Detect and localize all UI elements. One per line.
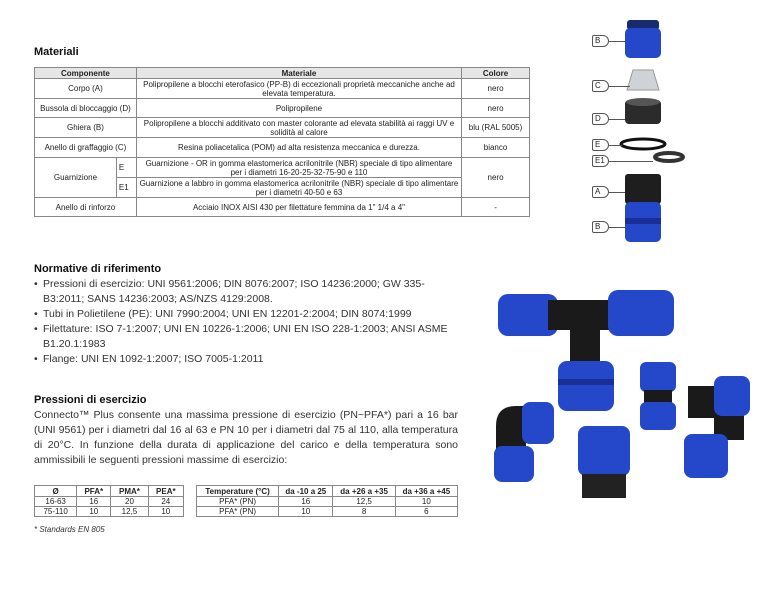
table-cell: PFA* (PN) [197, 497, 279, 507]
col-header: da +36 a +45 [395, 486, 457, 497]
fittings-group-drawing [478, 266, 763, 516]
list-item: • Filettature: ISO 7-1:2007; UNI EN 10226-1:2006; UNI EN ISO 228-1:2003; ANSI ASME B1.20.1:1983 [34, 322, 458, 352]
component-cell: Anello di rinforzo [35, 198, 137, 217]
component-cell: Anello di graffaggio (C) [35, 138, 137, 158]
part-label-b-bottom: B [592, 221, 609, 233]
table-cell: 10 [395, 497, 457, 507]
table-cell: 12,5 [333, 497, 395, 507]
part-label-c: C [592, 80, 609, 92]
exploded-fitting-drawing [585, 18, 695, 248]
table-header-row [35, 68, 530, 79]
part-label-e1: E1 [592, 155, 609, 167]
color-cell: - [462, 198, 530, 217]
col-header: Ø [35, 486, 77, 497]
table-cell: 16 [279, 497, 333, 507]
table-cell: 20 [111, 497, 148, 507]
table-row [197, 497, 458, 507]
col-header-component: Componente [35, 68, 137, 79]
exploded-view-illustration [585, 18, 695, 248]
table-cell: 75-110 [35, 507, 77, 517]
col-header: da +26 a +35 [333, 486, 395, 497]
col-header: PMA* [111, 486, 148, 497]
color-cell: nero [462, 158, 530, 198]
material-cell: Guarnizione a labbro in gomma elastomerica acrilonitrile (NBR) speciale di tipo alimentare per i diametri 40-50 e 63 [136, 178, 461, 198]
sub-component-cell: E1 [116, 178, 136, 198]
color-cell: nero [462, 79, 530, 99]
col-header-color: Colore [462, 68, 530, 79]
color-cell: blu (RAL 5005) [462, 118, 530, 138]
pressioni-paragraph: Connecto™ Plus consente una massima pressione di esercizio (PN~PFA*) pari a 16 bar (UNI 9561) per i diametri dal 16 al 63 e PN 10 per i diametri dal 75 al 110, alla temperatura di 20°C. In funzione della durata di applicazione del carico e della temperatura sono ammissibili le seguenti pressioni massime di esercizio: [34, 409, 458, 466]
table-cell: 10 [77, 507, 111, 517]
table-row [35, 198, 530, 217]
component-cell: Ghiera (B) [35, 118, 137, 138]
leader-line [608, 227, 625, 228]
part-label-b-top: B [592, 35, 609, 47]
table-cell: 16-63 [35, 497, 77, 507]
table-row [35, 79, 530, 99]
leader-line [608, 145, 622, 146]
table-row [35, 497, 184, 507]
table-cell: PFA* (PN) [197, 507, 279, 517]
list-item: • Tubi in Polietilene (PE): UNI 7990:2004; UNI EN 12201-2:2004; DIN 8074:1999 [34, 307, 458, 322]
temperature-table [196, 485, 458, 517]
material-cell: Acciaio INOX AISI 430 per filettature femmina da 1" 1/4 a 4" [136, 198, 461, 217]
materials-table [34, 67, 530, 217]
leader-line [608, 119, 625, 120]
table-cell: 8 [333, 507, 395, 517]
table-row [35, 158, 530, 178]
col-header: da -10 a 25 [279, 486, 333, 497]
leader-line [608, 41, 625, 42]
component-cell: Guarnizione [35, 158, 117, 198]
standards-footnote: * Standards EN 805 [34, 525, 105, 534]
table-row [35, 118, 530, 138]
table-row [197, 507, 458, 517]
fittings-product-photo [478, 266, 763, 516]
pn-table [34, 485, 184, 517]
materials-heading: Materiali [34, 46, 79, 58]
table-row [35, 507, 184, 517]
list-item: • Flange: UNI EN 1092-1:2007; ISO 7005-1:2011 [34, 352, 458, 367]
material-cell: Polipropilene a blocchi eterofasico (PP-B) di eccezionali proprietà meccaniche anche ad elevata temperatura. [136, 79, 461, 99]
normative-heading: Normative di riferimento [34, 263, 162, 275]
col-header: Temperature (°C) [197, 486, 279, 497]
col-header-material: Materiale [136, 68, 461, 79]
material-cell: Guarnizione - OR in gomma elastomerica acrilonitrile (NBR) speciale di tipo alimentare per i diametri 16-20-25-32-75-90 e 110 [136, 158, 461, 178]
table-cell: 10 [279, 507, 333, 517]
table-header-row [197, 486, 458, 497]
component-cell: Bussola di bloccaggio (D) [35, 99, 137, 118]
leader-line [608, 192, 625, 193]
part-label-a: A [592, 186, 609, 198]
part-label-d: D [592, 113, 609, 125]
table-header-row [35, 486, 184, 497]
color-cell: bianco [462, 138, 530, 158]
leader-line [608, 86, 630, 87]
table-cell: 16 [77, 497, 111, 507]
leader-line [608, 161, 653, 162]
normative-list [34, 277, 458, 367]
material-cell: Polipropilene [136, 99, 461, 118]
part-label-e: E [592, 139, 609, 151]
component-cell: Corpo (A) [35, 79, 137, 99]
table-row [35, 138, 530, 158]
table-cell: 12,5 [111, 507, 148, 517]
table-row [35, 99, 530, 118]
list-item: • Pressioni di esercizio: UNI 9561:2006; DIN 8076:2007; ISO 14236:2000; GW 335-B3:2011; SANS 14236:2003; AS/NZS 4129:2008. [34, 277, 458, 307]
material-cell: Polipropilene a blocchi additivato con master colorante ad elevata stabilità ai raggi UV e solidità al calore [136, 118, 461, 138]
table-cell: 24 [148, 497, 183, 507]
col-header: PEA* [148, 486, 183, 497]
col-header: PFA* [77, 486, 111, 497]
table-cell: 10 [148, 507, 183, 517]
sub-component-cell: E [116, 158, 136, 178]
material-cell: Resina poliacetalica (POM) ad alta resistenza meccanica e durezza. [136, 138, 461, 158]
pressioni-heading: Pressioni di esercizio [34, 394, 147, 406]
table-cell: 6 [395, 507, 457, 517]
color-cell: nero [462, 99, 530, 118]
